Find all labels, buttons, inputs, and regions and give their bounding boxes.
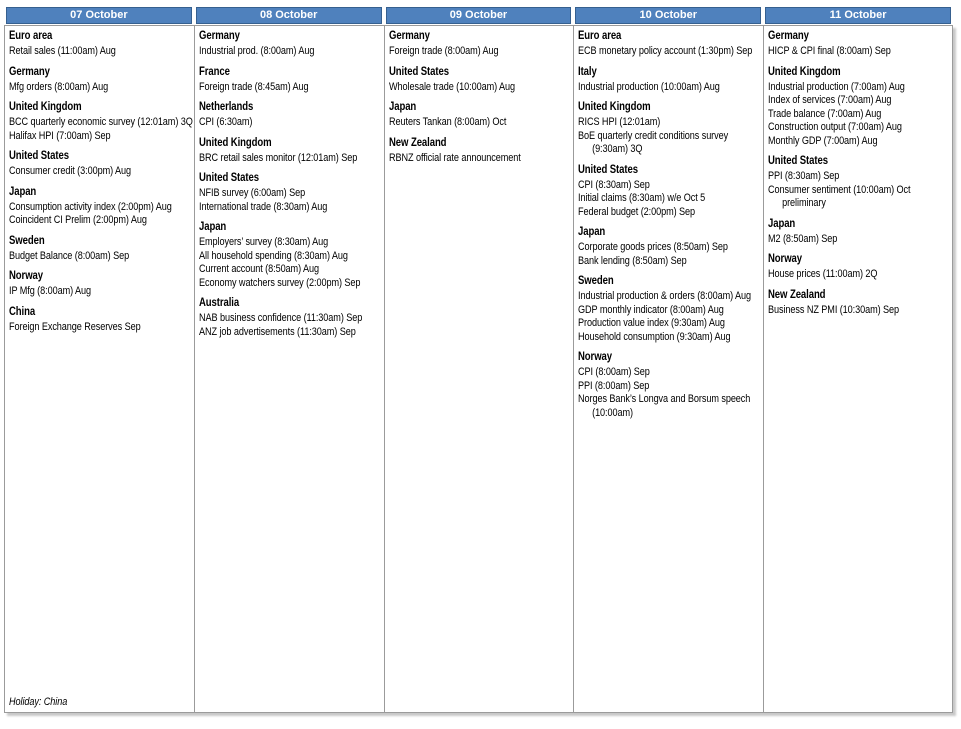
event-item: Bank lending (8:50am) Sep — [578, 254, 687, 267]
country-label: United Kingdom — [199, 136, 272, 149]
country-label: United Kingdom — [9, 101, 82, 113]
event-item: Current account (8:50am) Aug — [199, 263, 320, 275]
country-label: United Kingdom — [767, 65, 841, 78]
event-item: ANZ job advertisements (11:30am) Sep — [199, 325, 357, 338]
country-label: Japan — [578, 226, 606, 238]
economic-calendar — [4, 7, 953, 713]
country-label: Sweden — [9, 234, 45, 247]
day-column — [384, 26, 573, 712]
calendar-body — [4, 25, 953, 713]
event-item: HICP & CPI final (8:00am) Sep — [767, 45, 891, 57]
day-column — [194, 26, 383, 712]
holiday-note — [389, 696, 572, 709]
event-item: Construction output (7:00am) Aug — [767, 121, 902, 133]
event-item: Industrial production & orders (8:00am) Aug — [578, 290, 752, 302]
country-label: Australia — [199, 297, 240, 309]
day-column-content — [768, 29, 951, 709]
country-group — [9, 234, 193, 264]
date-header: 09 October — [386, 7, 572, 24]
country-group — [768, 217, 951, 247]
country-group — [578, 350, 761, 420]
country-group — [9, 100, 193, 143]
country-label: France — [199, 65, 231, 78]
event-item: House prices (11:00am) 2Q — [767, 268, 877, 280]
event-item: PPI (8:00am) Sep — [578, 379, 650, 392]
date-header: 11 October — [765, 7, 951, 24]
country-label: Netherlands — [199, 101, 254, 113]
event-item: Industrial production (7:00am) Aug — [767, 80, 905, 93]
event-item: Industrial prod. (8:00am) Aug — [199, 45, 315, 57]
event-item: Coincident CI Prelim (2:00pm) Aug — [9, 214, 147, 226]
country-label: Norway — [767, 253, 802, 265]
event-item: Retail sales (11:00am) Aug — [9, 45, 116, 57]
event-item: M2 (8:50am) Sep — [767, 232, 837, 245]
event-item: NFIB survey (6:00am) Sep — [199, 187, 306, 199]
event-item: GDP monthly indicator (8:00am) Aug — [578, 303, 724, 316]
event-item: Foreign trade (8:00am) Aug — [388, 45, 499, 57]
country-group — [578, 65, 761, 95]
country-label: Japan — [199, 221, 227, 233]
event-item: Foreign trade (8:45am) Aug — [199, 80, 309, 93]
country-label: Euro area — [578, 30, 622, 42]
country-group — [199, 100, 382, 130]
day-column-content — [199, 29, 382, 709]
event-item: CPI (6:30am) — [199, 116, 253, 128]
day-column — [5, 26, 194, 712]
day-column-content — [578, 29, 761, 709]
country-label: New Zealand — [767, 288, 826, 301]
country-group — [199, 29, 382, 59]
country-group — [768, 154, 951, 211]
country-group — [578, 29, 761, 59]
holiday-note: Holiday: China — [9, 696, 68, 708]
event-item: Index of services (7:00am) Aug — [767, 94, 891, 106]
event-item: Federal budget (2:00pm) Sep — [578, 205, 696, 218]
country-group — [768, 29, 951, 59]
event-groups — [389, 29, 572, 696]
event-item: Initial claims (8:30am) w/e Oct 5 — [578, 192, 706, 204]
country-label: Germany — [388, 30, 430, 42]
event-groups — [9, 29, 193, 696]
country-group — [199, 171, 382, 214]
country-group — [768, 252, 951, 282]
event-item: All household spending (8:30am) Aug — [199, 249, 349, 262]
date-header: 08 October — [196, 7, 382, 24]
country-group — [578, 225, 761, 268]
date-header-row — [4, 7, 953, 25]
event-item: CPI (8:00am) Sep — [578, 366, 650, 378]
event-item: BoE quarterly credit conditions survey (9:30am) 3Q — [578, 129, 729, 155]
day-column-content — [9, 29, 193, 709]
country-label: China — [9, 305, 36, 318]
country-label: Germany — [767, 30, 809, 42]
country-group — [199, 65, 382, 95]
country-group — [389, 100, 572, 130]
event-item: IP Mfg (8:00am) Aug — [9, 285, 92, 297]
event-item: NAB business confidence (11:30am) Sep — [199, 312, 363, 324]
event-item: Monthly GDP (7:00am) Aug — [767, 134, 878, 147]
event-item: Household consumption (9:30am) Aug — [578, 330, 731, 343]
country-group — [9, 29, 193, 59]
day-column — [763, 26, 952, 712]
event-item: Norges Bank’s Longva and Borsum speech (10:00am) — [578, 393, 751, 419]
country-label: United States — [388, 65, 449, 78]
event-item: Wholesale trade (10:00am) Aug — [388, 80, 515, 93]
event-item: Business NZ PMI (10:30am) Sep — [767, 303, 899, 316]
country-label: Sweden — [578, 275, 614, 287]
country-label: Norway — [578, 351, 613, 363]
event-item: CPI (8:30am) Sep — [578, 178, 650, 191]
event-item: Trade balance (7:00am) Aug — [767, 107, 881, 120]
event-item: RICS HPI (12:01am) — [578, 116, 661, 128]
event-item: Consumption activity index (2:00pm) Aug — [9, 200, 172, 213]
country-group — [578, 163, 761, 220]
country-label: Japan — [767, 217, 795, 230]
event-item: BCC quarterly economic survey (12:01am) 3Q — [9, 116, 193, 128]
country-group — [9, 269, 193, 299]
country-label: Norway — [9, 270, 43, 282]
event-groups — [768, 29, 951, 696]
event-groups — [578, 29, 761, 696]
date-header: 07 October — [6, 7, 192, 24]
country-label: United States — [578, 163, 639, 176]
country-group — [199, 136, 382, 166]
country-group — [768, 288, 951, 318]
country-group — [199, 220, 382, 290]
country-group — [578, 274, 761, 344]
event-item: International trade (8:30am) Aug — [199, 200, 328, 213]
event-item: BRC retail sales monitor (12:01am) Sep — [199, 151, 358, 164]
holiday-note — [768, 696, 951, 709]
country-group — [199, 296, 382, 339]
event-item: Mfg orders (8:00am) Aug — [9, 80, 109, 93]
country-group — [389, 136, 572, 166]
event-item: PPI (8:30am) Sep — [767, 170, 839, 182]
country-label: United States — [9, 150, 69, 162]
event-item: ECB monetary policy account (1:30pm) Sep — [578, 45, 753, 57]
country-group — [389, 65, 572, 95]
country-group — [768, 65, 951, 149]
date-header: 10 October — [575, 7, 761, 24]
country-label: Germany — [9, 65, 50, 78]
country-group — [9, 149, 193, 179]
event-item: Industrial production (10:00am) Aug — [578, 80, 720, 93]
country-group — [9, 65, 193, 95]
event-item: Foreign Exchange Reserves Sep — [9, 320, 141, 333]
event-item: Consumer sentiment (10:00am) Oct preliminary — [767, 183, 911, 209]
event-item: Production value index (9:30am) Aug — [578, 317, 726, 329]
country-label: United States — [767, 155, 828, 167]
event-item: Corporate goods prices (8:50am) Sep — [578, 241, 729, 253]
event-item: RBNZ official rate announcement — [388, 151, 521, 164]
country-label: Italy — [578, 65, 597, 78]
day-column — [573, 26, 762, 712]
event-item: Employers’ survey (8:30am) Aug — [199, 236, 329, 248]
event-item: Consumer credit (3:00pm) Aug — [9, 165, 132, 177]
country-label: Japan — [9, 185, 37, 198]
event-item: Reuters Tankan (8:00am) Oct — [388, 116, 507, 128]
country-group — [9, 305, 193, 335]
event-item: Halifax HPI (7:00am) Sep — [9, 129, 111, 142]
country-label: United Kingdom — [578, 101, 651, 113]
country-label: Germany — [199, 30, 241, 42]
event-item: Economy watchers survey (2:00pm) Sep — [199, 276, 361, 289]
country-label: New Zealand — [388, 136, 447, 149]
country-group — [389, 29, 572, 59]
holiday-note — [199, 696, 382, 709]
country-label: Japan — [388, 101, 416, 113]
country-group — [9, 185, 193, 228]
country-group — [578, 100, 761, 157]
event-item: Budget Balance (8:00am) Sep — [9, 249, 130, 262]
day-column-content — [389, 29, 572, 709]
country-label: Euro area — [9, 30, 53, 42]
holiday-note — [578, 696, 761, 709]
event-groups — [199, 29, 382, 696]
country-label: United States — [199, 172, 260, 184]
